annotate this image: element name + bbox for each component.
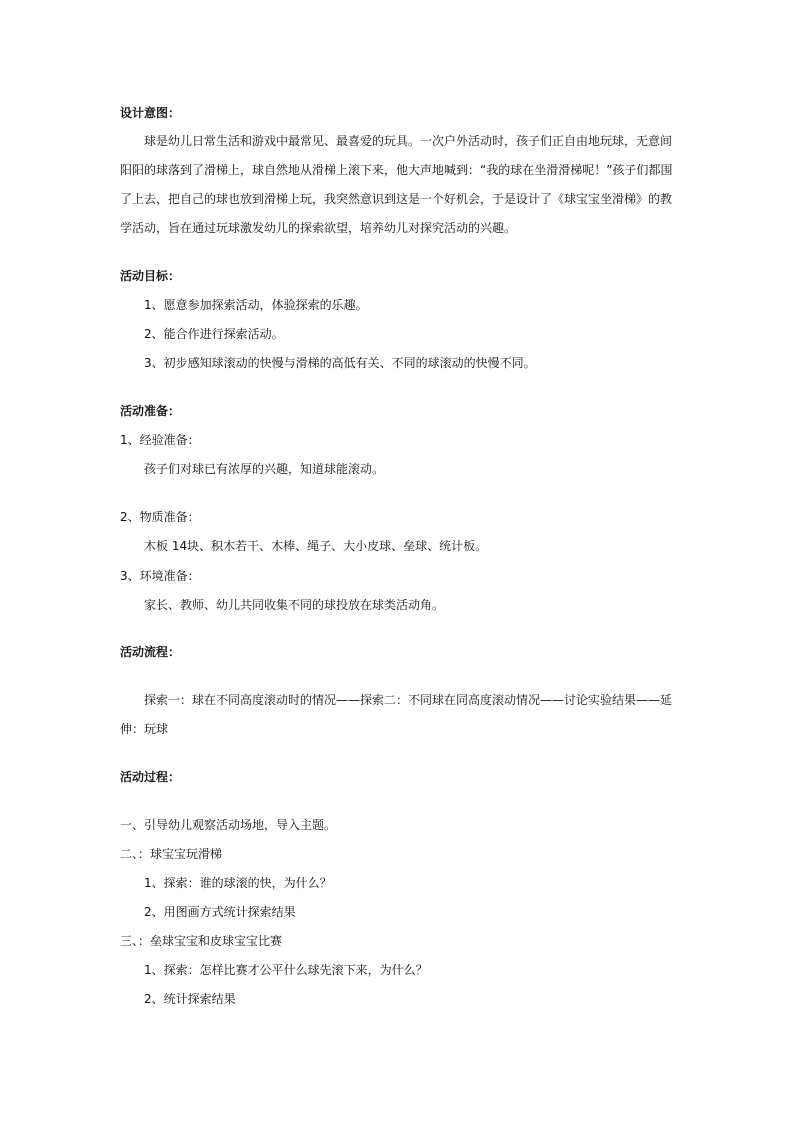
process-step: 二、：球宝宝玩滑梯: [120, 847, 223, 861]
environment-text: 家长、教师、幼儿共同收集不同的球投放在球类活动角。: [144, 598, 445, 612]
preparation-heading: 活动准备：: [120, 404, 181, 418]
process-substep: 2、用图画方式统计探索结果: [144, 905, 296, 919]
flow-heading: 活动流程：: [120, 645, 181, 659]
process-substep: 2、统计探索结果: [144, 992, 236, 1006]
design-intent-line: 了上去，把自己的球也放到滑梯上玩，我突然意识到这是一个好机会，于是设计了《球宝宝坐滑梯》的教: [120, 192, 673, 206]
goal-item: 2、能合作进行探索活动。: [144, 327, 284, 341]
experience-label: 1、经验准备：: [120, 433, 200, 447]
process-step: 三、：垒球宝宝和皮球宝宝比赛: [120, 934, 283, 948]
experience-text: 孩子们对球已有浓厚的兴趣，知道球能滚动。: [144, 462, 385, 476]
material-label: 2、物质准备：: [120, 510, 200, 524]
environment-label: 3、环境准备：: [120, 569, 200, 583]
process-step: 一、引导幼儿观察活动场地，导入主题。: [120, 818, 337, 832]
process-heading: 活动过程：: [120, 770, 181, 784]
goals-heading: 活动目标：: [120, 269, 181, 283]
process-substep: 1、探索：谁的球滚的快，为什么？: [144, 876, 332, 890]
design-intent-line: 球是幼儿日常生活和游戏中最常见、最喜爱的玩具。一次户外活动时，孩子们正自由地玩球，无意间: [144, 134, 673, 148]
goal-item: 3、初步感知球滚动的快慢与滑梯的高低有关、不同的球滚动的快慢不同。: [144, 356, 536, 370]
goal-item: 1、愿意参加探索活动，体验探索的乐趣。: [144, 298, 368, 312]
design-intent-heading: 设计意图：: [120, 106, 181, 120]
flow-line: 伸：玩球: [120, 722, 169, 736]
material-text: 木板 14块、积木若干、木棒、绳子、大小皮球、垒球、统计板。: [144, 539, 488, 553]
flow-line: 探索一：球在不同高度滚动时的情况——探索二：不同球在同高度滚动情况——讨论实验结果——延: [144, 693, 673, 707]
design-intent-line: 阳阳的球落到了滑梯上，球自然地从滑梯上滚下来，他大声地喊到：“我的球在坐滑滑梯呢！”孩子们都围: [120, 163, 673, 177]
process-substep: 1、探索：怎样比赛才公平什么球先滚下来，为什么？: [144, 963, 428, 977]
design-intent-line: 学活动，旨在通过玩球激发幼儿的探索欲望，培养幼儿对探究活动的兴趣。: [120, 221, 517, 235]
